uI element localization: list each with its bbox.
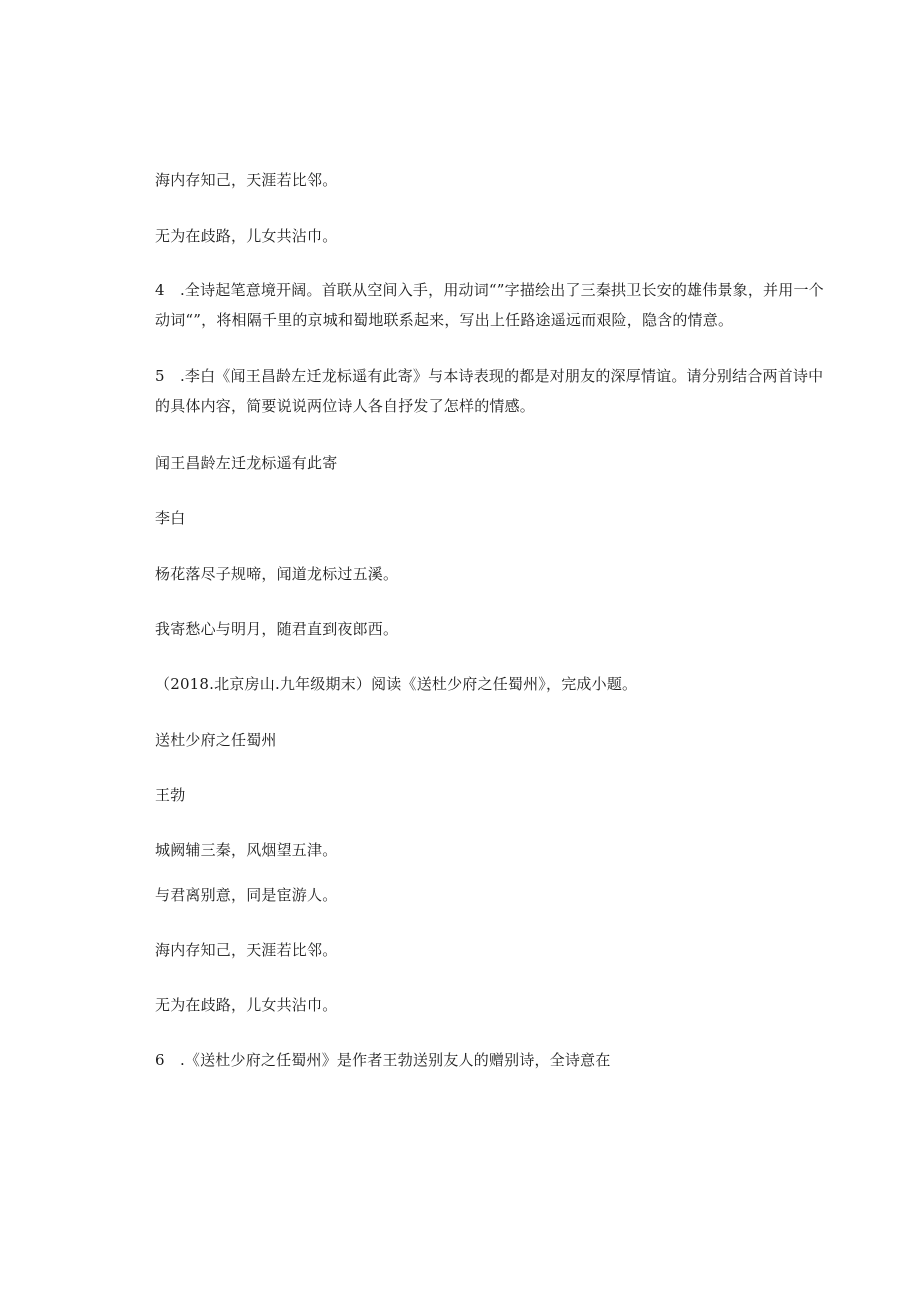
question-6: 6 .《送杜少府之任蜀州》是作者王勃送别友人的赠别诗，全诗意在 <box>155 1051 611 1069</box>
poem-author: 李白 <box>155 509 186 527</box>
poem-line: 无为在歧路，儿女共沾巾。 <box>155 996 338 1014</box>
question-5: 5 .李白《闻王昌龄左迁龙标遥有此寄》与本诗表现的都是对朋友的深厚情谊。请分别结合两首诗中的具体内容，简要说说两位诗人各自抒发了怎样的情感。 <box>155 367 824 415</box>
question-4: 4 .全诗起笔意境开阔。首联从空间入手，用动词“”字描绘出了三秦拱卫长安的雄伟景象，并用一个动词“”，将相隔千里的京城和蜀地联系起来，写出上任路途遥远而艰险，隐含的情意。 <box>155 281 824 329</box>
poem-line: 无为在歧路，儿女共沾巾。 <box>155 227 338 245</box>
poem-line: 城阙辅三秦，风烟望五津。 <box>155 841 338 859</box>
poem-line: 与君离别意，同是宦游人。 <box>155 886 338 904</box>
section-intro: （2018.北京房山.九年级期末）阅读《送杜少府之任蜀州》，完成小题。 <box>155 675 638 693</box>
poem-line: 海内存知己，天涯若比邻。 <box>155 171 338 189</box>
poem-title: 闻王昌龄左迁龙标遥有此寄 <box>155 454 338 472</box>
poem-line: 海内存知己，天涯若比邻。 <box>155 941 338 959</box>
poem-author: 王勃 <box>155 786 186 804</box>
poem-line: 杨花落尽子规啼，闻道龙标过五溪。 <box>155 565 399 583</box>
poem-title: 送杜少府之任蜀州 <box>155 731 277 749</box>
poem-line: 我寄愁心与明月，随君直到夜郎西。 <box>155 620 399 638</box>
